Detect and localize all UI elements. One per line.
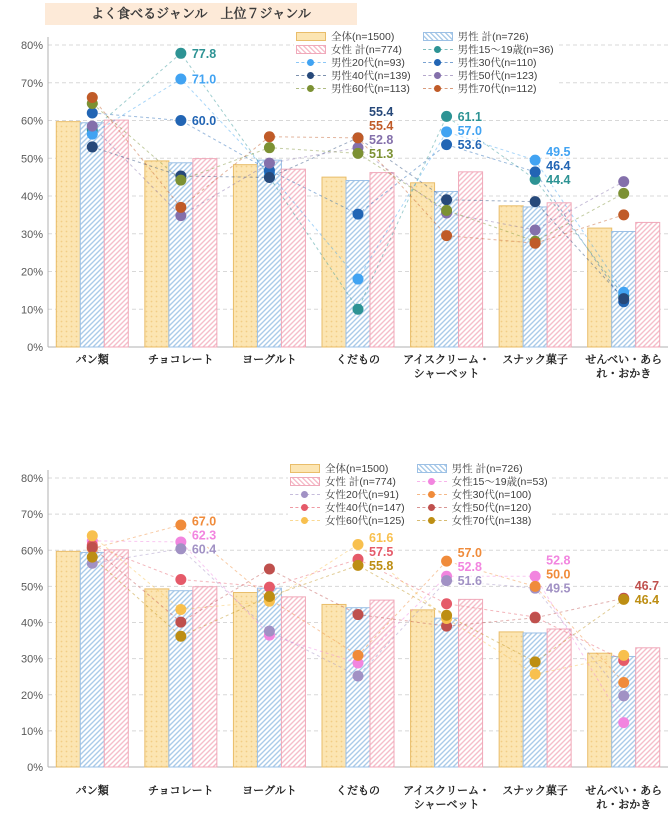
legend-dot bbox=[301, 504, 308, 511]
point-label: 44.4 bbox=[546, 172, 571, 187]
y-tick-label: 80% bbox=[20, 40, 43, 52]
y-tick-label: 60% bbox=[20, 545, 43, 558]
bar-pink bbox=[370, 173, 394, 347]
category-label: くだもの bbox=[336, 354, 380, 366]
legend-column bbox=[423, 30, 554, 95]
point-label: 52.8 bbox=[457, 560, 482, 575]
series-dot bbox=[175, 73, 186, 84]
bar-pink bbox=[193, 159, 217, 347]
point-label: 67.0 bbox=[191, 514, 217, 529]
point-label: 60.0 bbox=[191, 114, 217, 128]
series-dot bbox=[264, 591, 275, 602]
legend-swatch-dot bbox=[417, 477, 447, 486]
point-label: 61.1 bbox=[457, 109, 482, 124]
point-label: 60.4 bbox=[191, 542, 217, 557]
bar-yellow bbox=[411, 183, 435, 347]
y-tick-label: 30% bbox=[20, 653, 43, 666]
legend-swatch-dot bbox=[290, 503, 320, 512]
legend-dot bbox=[428, 491, 435, 498]
legend-swatch-dot bbox=[296, 71, 326, 80]
series-dot bbox=[264, 158, 275, 169]
series-dot bbox=[530, 581, 541, 592]
series-dot bbox=[353, 274, 364, 285]
series-dot bbox=[441, 111, 452, 122]
legend-dot bbox=[301, 517, 308, 524]
point-label: 51.3 bbox=[369, 146, 394, 161]
bar-yellow bbox=[499, 632, 523, 767]
bar-pink bbox=[459, 599, 483, 767]
series-dot bbox=[353, 609, 364, 620]
series-dot bbox=[618, 293, 629, 304]
legend-label: 女性50代(n=120) bbox=[451, 502, 532, 514]
legend-label: 女性40代(n=147) bbox=[325, 502, 405, 514]
series-dot bbox=[353, 560, 364, 571]
category-label: アイスクリーム・シャーベット bbox=[403, 785, 491, 811]
legend-swatch-bar bbox=[290, 464, 320, 473]
bar-pink bbox=[636, 222, 660, 347]
series-dot bbox=[618, 188, 629, 199]
series-dot bbox=[87, 107, 98, 118]
series-dot bbox=[618, 594, 629, 605]
point-label: 57.0 bbox=[457, 124, 482, 139]
series-dot bbox=[441, 575, 452, 586]
y-tick-label: 50% bbox=[20, 153, 43, 166]
series-dot bbox=[87, 92, 98, 103]
legend-dot bbox=[428, 517, 435, 524]
series-dot bbox=[441, 610, 452, 621]
point-label: 46.4 bbox=[634, 592, 660, 607]
point-label: 52.8 bbox=[369, 132, 394, 147]
series-dot bbox=[353, 650, 364, 661]
series-dot bbox=[87, 121, 98, 132]
y-tick-label: 40% bbox=[20, 191, 43, 203]
series-dot bbox=[530, 238, 541, 249]
series-dot bbox=[353, 209, 364, 220]
legend-label: 全体(n=1500) bbox=[331, 31, 395, 43]
series-dot bbox=[175, 175, 186, 186]
series-dot bbox=[618, 209, 629, 220]
legend-dot bbox=[434, 72, 441, 79]
female-breakdown-chart bbox=[0, 420, 672, 840]
legend-dot bbox=[434, 46, 441, 53]
point-label: 49.5 bbox=[546, 581, 571, 596]
series-dot bbox=[87, 530, 98, 541]
category-label: スナック菓子 bbox=[502, 354, 568, 366]
bar-pink bbox=[636, 648, 660, 767]
legend-swatch-dot bbox=[296, 58, 326, 67]
bar-pink bbox=[104, 120, 128, 347]
bar-pink bbox=[547, 203, 571, 347]
chart-title: よく食べるジャンル 上位７ジャンル bbox=[45, 3, 357, 25]
category-label: くだもの bbox=[336, 785, 380, 797]
bar-yellow bbox=[588, 228, 612, 347]
series-dot bbox=[618, 677, 629, 688]
bar-yellow bbox=[56, 551, 80, 767]
series-dot bbox=[441, 230, 452, 241]
category-label: パン類 bbox=[75, 785, 109, 797]
series-dot bbox=[175, 617, 186, 628]
series-dot bbox=[530, 155, 541, 166]
bar-pink bbox=[370, 600, 394, 767]
legend-item bbox=[290, 514, 405, 527]
series-dot bbox=[87, 141, 98, 152]
legend-label: 男性15〜19歳(n=36) bbox=[457, 44, 554, 56]
legend-dot bbox=[307, 59, 314, 66]
point-label: 77.8 bbox=[191, 46, 217, 61]
bar-blue bbox=[346, 181, 370, 347]
series-dot bbox=[264, 142, 275, 153]
y-tick-label: 20% bbox=[20, 689, 43, 702]
bar-yellow bbox=[233, 165, 257, 347]
series-dot bbox=[175, 631, 186, 642]
bar-pink bbox=[547, 629, 571, 767]
bar-yellow bbox=[56, 122, 80, 347]
bar-pink bbox=[193, 587, 217, 767]
legend-item bbox=[417, 514, 548, 527]
bar-blue bbox=[435, 618, 459, 767]
legend-label: 男性60代(n=113) bbox=[331, 83, 410, 95]
series-dot bbox=[441, 205, 452, 216]
legend-label: 女性30代(n=100) bbox=[451, 489, 532, 501]
series-dot bbox=[353, 670, 364, 681]
y-tick-label: 60% bbox=[20, 115, 43, 128]
bar-yellow bbox=[145, 161, 169, 347]
series-dot bbox=[175, 115, 186, 126]
point-label: 51.6 bbox=[457, 574, 482, 589]
legend-dot bbox=[301, 491, 308, 498]
category-label: パン類 bbox=[75, 354, 109, 366]
legend-swatch-dot bbox=[423, 84, 453, 93]
series-dot bbox=[441, 598, 452, 609]
y-tick-label: 40% bbox=[20, 617, 43, 630]
bar-blue bbox=[612, 656, 636, 767]
y-tick-label: 10% bbox=[20, 304, 43, 317]
legend-swatch-dot bbox=[417, 490, 447, 499]
bar-blue bbox=[523, 633, 547, 767]
point-label: 46.7 bbox=[634, 578, 660, 593]
point-label: 57.0 bbox=[457, 546, 482, 561]
legend-item bbox=[423, 82, 554, 95]
series-dot bbox=[353, 304, 364, 315]
y-tick-label: 80% bbox=[20, 473, 43, 485]
series-dot bbox=[530, 571, 541, 582]
point-label: 46.4 bbox=[546, 158, 571, 173]
legend-swatch-dot bbox=[417, 516, 447, 525]
legend-label: 女性 計(n=774) bbox=[331, 44, 402, 56]
category-label: ヨーグルト bbox=[242, 785, 297, 797]
legend-label: 女性15〜19歳(n=53) bbox=[451, 476, 548, 488]
series-dot bbox=[618, 650, 629, 661]
series-dot bbox=[530, 224, 541, 235]
legend-dot bbox=[428, 478, 435, 485]
point-label: 71.0 bbox=[191, 72, 217, 87]
series-dot bbox=[264, 626, 275, 637]
series-dot bbox=[441, 194, 452, 205]
series-dot bbox=[264, 172, 275, 183]
series-dot bbox=[175, 574, 186, 585]
legend-swatch-dot bbox=[290, 490, 320, 499]
series-dot bbox=[175, 48, 186, 59]
bar-blue bbox=[169, 163, 193, 347]
legend-label: 男性 計(n=726) bbox=[457, 31, 529, 43]
category-label: せんべい・あられ・おかき bbox=[585, 354, 663, 380]
legend-label: 男性 計(n=726) bbox=[451, 463, 523, 475]
legend-swatch-dot bbox=[423, 45, 453, 54]
series-dot bbox=[87, 542, 98, 553]
y-tick-label: 20% bbox=[20, 266, 43, 279]
point-label: 50.0 bbox=[546, 567, 571, 582]
y-tick-label: 0% bbox=[27, 342, 43, 354]
series-dot bbox=[264, 131, 275, 142]
bar-yellow bbox=[588, 653, 612, 767]
legend-swatch-bar bbox=[423, 32, 453, 41]
series-dot bbox=[618, 717, 629, 728]
legend-label: 女性60代(n=125) bbox=[325, 515, 405, 527]
point-label: 55.8 bbox=[369, 558, 394, 573]
series-dot bbox=[264, 564, 275, 575]
series-dot bbox=[353, 132, 364, 143]
bar-blue bbox=[346, 608, 370, 767]
point-label: 52.8 bbox=[546, 553, 571, 568]
point-label: 55.4 bbox=[369, 104, 394, 119]
legend-swatch-bar bbox=[290, 477, 320, 486]
y-tick-label: 50% bbox=[20, 581, 43, 594]
legend-swatch-bar bbox=[296, 45, 326, 54]
legend-swatch-dot bbox=[296, 84, 326, 93]
legend-swatch-bar bbox=[296, 32, 326, 41]
series-dot bbox=[441, 139, 452, 150]
legend-dot bbox=[307, 85, 314, 92]
series-dot bbox=[530, 669, 541, 680]
point-label: 57.5 bbox=[369, 544, 394, 559]
series-dot bbox=[441, 556, 452, 567]
bar-pink bbox=[459, 172, 483, 347]
legend-swatch-dot bbox=[423, 58, 453, 67]
series-dot bbox=[175, 202, 186, 213]
category-label: ヨーグルト bbox=[242, 354, 297, 366]
series-dot bbox=[353, 148, 364, 159]
legend-swatch-dot bbox=[423, 71, 453, 80]
series-dot bbox=[530, 166, 541, 177]
series-dot bbox=[175, 519, 186, 530]
legend-label: 男性50代(n=123) bbox=[457, 70, 538, 82]
series-dot bbox=[530, 196, 541, 207]
series-dot bbox=[264, 582, 275, 593]
category-label: チョコレート bbox=[148, 354, 214, 366]
legend-column bbox=[296, 30, 411, 95]
series-dot bbox=[530, 612, 541, 623]
series-dot bbox=[530, 656, 541, 667]
legend bbox=[288, 460, 552, 529]
series-dot bbox=[175, 604, 186, 615]
bar-blue bbox=[80, 552, 104, 767]
series-dot bbox=[175, 543, 186, 554]
bar-yellow bbox=[322, 604, 346, 767]
bar-pink bbox=[104, 550, 128, 767]
legend-dot bbox=[434, 85, 441, 92]
series-dot bbox=[441, 126, 452, 137]
bar-pink bbox=[281, 169, 305, 347]
series-dot bbox=[87, 552, 98, 563]
legend-item bbox=[296, 82, 411, 95]
legend-swatch-bar bbox=[417, 464, 447, 473]
legend-column bbox=[417, 462, 548, 527]
series-dot bbox=[618, 176, 629, 187]
bar-blue bbox=[257, 588, 281, 767]
y-tick-label: 70% bbox=[20, 77, 43, 90]
legend-swatch-dot bbox=[290, 516, 320, 525]
bar-blue bbox=[80, 123, 104, 347]
point-label: 49.5 bbox=[546, 144, 571, 159]
legend-label: 全体(n=1500) bbox=[325, 463, 389, 475]
legend-dot bbox=[434, 59, 441, 66]
legend-swatch-dot bbox=[417, 503, 447, 512]
y-tick-label: 0% bbox=[27, 762, 43, 774]
legend-label: 男性70代(n=112) bbox=[457, 83, 537, 95]
legend-label: 男性40代(n=139) bbox=[331, 70, 411, 82]
category-label: アイスクリーム・シャーベット bbox=[403, 354, 491, 380]
legend-label: 男性30代(n=110) bbox=[457, 57, 537, 69]
legend-label: 女性20代(n=91) bbox=[325, 489, 399, 501]
y-tick-label: 30% bbox=[20, 228, 43, 241]
point-label: 55.4 bbox=[369, 118, 394, 133]
category-label: せんべい・あられ・おかき bbox=[585, 785, 663, 811]
legend-label: 男性20代(n=93) bbox=[331, 57, 405, 69]
point-label: 61.6 bbox=[369, 530, 394, 545]
series-dot bbox=[353, 539, 364, 550]
legend bbox=[294, 28, 558, 97]
bar-yellow bbox=[411, 610, 435, 767]
legend-label: 女性 計(n=774) bbox=[325, 476, 396, 488]
bar-blue bbox=[257, 160, 281, 347]
legend-dot bbox=[307, 72, 314, 79]
point-label: 53.6 bbox=[457, 138, 482, 153]
legend-dot bbox=[428, 504, 435, 511]
legend-label: 女性70代(n=138) bbox=[451, 515, 532, 527]
bar-yellow bbox=[322, 177, 346, 347]
point-label: 62.3 bbox=[191, 528, 217, 543]
series-dot bbox=[618, 690, 629, 701]
y-tick-label: 10% bbox=[20, 725, 43, 738]
legend-column bbox=[290, 462, 405, 527]
y-tick-label: 70% bbox=[20, 509, 43, 522]
category-label: チョコレート bbox=[148, 785, 214, 797]
bar-pink bbox=[281, 597, 305, 767]
bar-yellow bbox=[499, 206, 523, 347]
bar-yellow bbox=[145, 589, 169, 767]
category-label: スナック菓子 bbox=[502, 785, 568, 797]
